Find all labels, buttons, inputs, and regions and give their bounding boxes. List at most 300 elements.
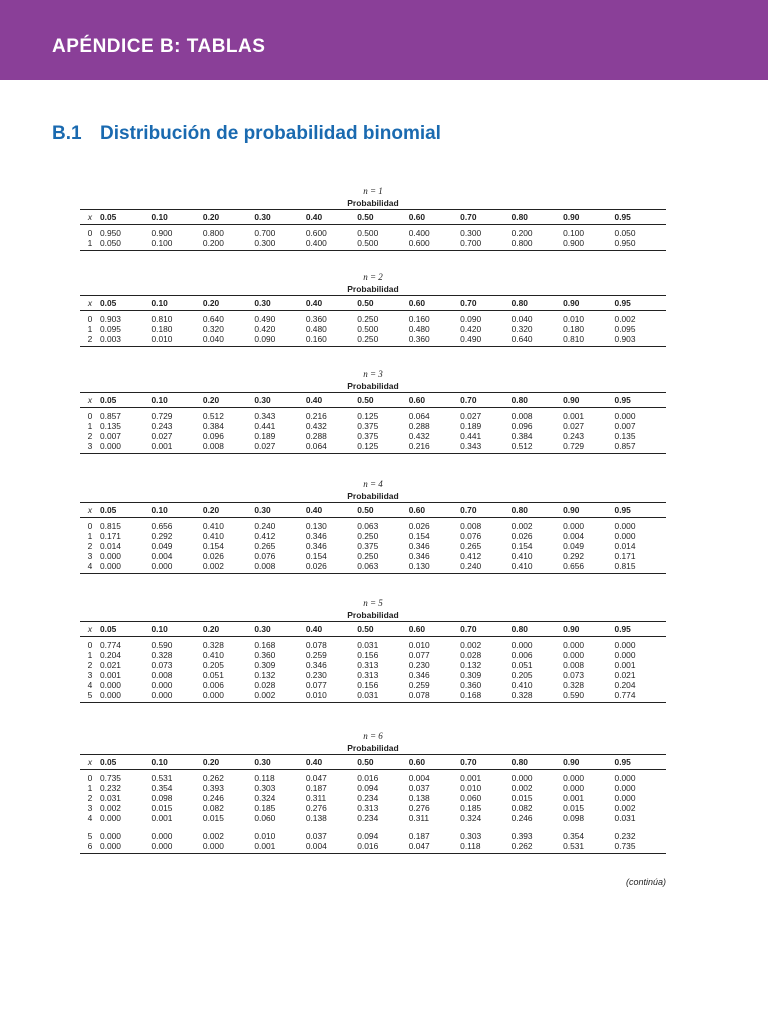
probability-cell: 0.051	[511, 660, 533, 670]
table-row	[80, 421, 666, 431]
probability-column-header: 0.30	[254, 210, 305, 225]
probability-column-header: 0.05	[100, 296, 151, 311]
probability-cell: 0.420	[254, 324, 276, 334]
n-caption: n = 1	[363, 186, 383, 196]
probability-column-header: 0.60	[409, 393, 460, 408]
probability-cell: 0.154	[408, 531, 430, 541]
table-row	[80, 783, 666, 793]
probability-cell: 0.232	[100, 783, 121, 793]
probability-column-header: 0.95	[615, 755, 666, 770]
probability-column-header: 0.50	[357, 755, 408, 770]
probability-cell: 0.125	[357, 441, 379, 451]
continued-note: (continúa)	[626, 877, 667, 887]
probability-cell: 0.313	[357, 803, 379, 813]
table-row	[80, 650, 666, 660]
probability-cell: 0.346	[408, 670, 430, 680]
probability-cell: 0.028	[254, 680, 276, 690]
probability-cell: 0.240	[254, 521, 276, 531]
n-caption: n = 5	[363, 598, 383, 608]
probability-cell: 0.027	[254, 441, 276, 451]
table-row	[80, 518, 666, 532]
probability-column-header: 0.90	[563, 622, 614, 637]
probability-cell: 0.774	[614, 690, 636, 700]
probability-cell: 0.000	[202, 841, 224, 851]
probability-cell: 0.640	[511, 334, 533, 344]
probability-cell: 0.000	[151, 841, 173, 851]
probability-cell: 0.037	[305, 831, 327, 841]
probability-cell: 0.903	[614, 334, 636, 344]
table-row	[80, 408, 666, 422]
probability-cell: 0.125	[357, 411, 379, 421]
probability-cell: 0.500	[357, 238, 379, 248]
probability-cell: 0.857	[100, 411, 121, 421]
probability-cell: 0.010	[305, 690, 327, 700]
probability-cell: 0.490	[460, 334, 482, 344]
table-row	[80, 431, 666, 441]
probability-cell: 0.900	[151, 228, 173, 238]
probability-column-header: 0.05	[100, 503, 151, 518]
probability-cell: 0.000	[151, 831, 173, 841]
x-value-cell: 5	[87, 831, 93, 841]
probability-cell: 0.000	[614, 650, 636, 660]
probability-cell: 0.480	[408, 324, 430, 334]
header-row	[80, 393, 666, 408]
probability-cell: 0.432	[408, 431, 430, 441]
probability-cell: 0.156	[357, 650, 379, 660]
probability-cell: 0.375	[357, 541, 379, 551]
probability-cell: 0.189	[460, 421, 482, 431]
probability-cell: 0.000	[100, 813, 121, 823]
probability-cell: 0.729	[563, 441, 585, 451]
probability-cell: 0.324	[460, 813, 482, 823]
probability-cell: 0.004	[305, 841, 327, 851]
n-caption: n = 6	[363, 731, 383, 741]
probability-cell: 0.031	[100, 793, 121, 803]
probability-cell: 0.900	[563, 238, 585, 248]
probability-cell: 0.360	[305, 314, 327, 324]
probability-caption: Probabilidad	[347, 491, 399, 501]
probability-cell: 0.096	[511, 421, 533, 431]
probability-cell: 0.700	[254, 228, 276, 238]
probability-cell: 0.118	[460, 841, 481, 851]
probability-cell: 0.205	[511, 670, 533, 680]
x-value-cell: 1	[87, 421, 93, 431]
probability-cell: 0.130	[305, 521, 327, 531]
probability-cell: 0.021	[100, 660, 121, 670]
probability-column-header: 0.20	[203, 503, 254, 518]
probability-cell: 0.189	[254, 431, 276, 441]
table-row	[80, 324, 666, 334]
probability-cell: 0.000	[151, 690, 173, 700]
probability-cell: 0.288	[305, 431, 327, 441]
section-title	[52, 123, 441, 145]
probability-cell: 0.328	[151, 650, 173, 660]
probability-column-header: 0.60	[409, 503, 460, 518]
probability-cell: 0.015	[202, 813, 224, 823]
probability-cell: 0.259	[408, 680, 430, 690]
probability-column-header: 0.95	[615, 210, 666, 225]
probability-cell: 0.154	[202, 541, 224, 551]
probability-column-header: 0.80	[512, 393, 563, 408]
probability-cell: 0.000	[563, 521, 585, 531]
probability-cell: 0.950	[614, 238, 636, 248]
probability-cell: 0.441	[460, 431, 482, 441]
probability-cell: 0.500	[357, 324, 379, 334]
x-value-cell: 0	[87, 773, 93, 783]
x-column-header: x	[80, 210, 100, 225]
x-value-cell: 1	[87, 531, 93, 541]
probability-cell: 0.441	[254, 421, 276, 431]
probability-cell: 0.300	[460, 228, 482, 238]
x-value-cell: 3	[87, 551, 93, 561]
probability-cell: 0.004	[408, 773, 430, 783]
probability-column-header: 0.95	[615, 622, 666, 637]
probability-cell: 0.100	[151, 238, 173, 248]
probability-cell: 0.204	[614, 680, 636, 690]
probability-cell: 0.015	[151, 803, 173, 813]
probability-cell: 0.118	[254, 773, 275, 783]
probability-cell: 0.000	[614, 773, 636, 783]
probability-cell: 0.026	[305, 561, 327, 571]
probability-cell: 0.135	[100, 421, 121, 431]
probability-cell: 0.180	[563, 324, 585, 334]
probability-cell: 0.100	[563, 228, 585, 238]
binomial-table	[80, 621, 666, 703]
x-value-cell: 2	[87, 793, 93, 803]
probability-cell: 0.234	[357, 813, 379, 823]
binomial-table-block	[80, 369, 666, 454]
binomial-table-block	[80, 272, 666, 347]
probability-column-header: 0.50	[357, 393, 408, 408]
probability-cell: 0.000	[614, 531, 636, 541]
probability-cell: 0.031	[357, 640, 379, 650]
probability-cell: 0.000	[511, 773, 533, 783]
probability-cell: 0.815	[614, 561, 636, 571]
probability-column-header: 0.80	[512, 296, 563, 311]
probability-column-header: 0.05	[100, 755, 151, 770]
probability-column-header: 0.70	[460, 393, 511, 408]
probability-cell: 0.004	[563, 531, 585, 541]
probability-cell: 0.135	[614, 431, 636, 441]
probability-column-header: 0.80	[512, 210, 563, 225]
probability-column-header: 0.05	[100, 622, 151, 637]
table-row	[80, 841, 666, 854]
probability-cell: 0.346	[305, 660, 327, 670]
probability-cell: 0.262	[511, 841, 533, 851]
probability-cell: 0.950	[100, 228, 121, 238]
probability-column-header: 0.95	[615, 393, 666, 408]
probability-cell: 0.393	[202, 783, 224, 793]
probability-cell: 0.094	[357, 831, 379, 841]
probability-cell: 0.857	[614, 441, 636, 451]
probability-cell: 0.234	[357, 793, 379, 803]
probability-cell: 0.000	[563, 650, 585, 660]
probability-cell: 0.156	[357, 680, 379, 690]
table-row	[80, 531, 666, 541]
binomial-table-block	[80, 731, 666, 854]
probability-cell: 0.250	[357, 551, 379, 561]
probability-cell: 0.000	[100, 841, 121, 851]
probability-cell: 0.063	[357, 561, 379, 571]
probability-cell: 0.735	[100, 773, 121, 783]
probability-cell: 0.346	[305, 531, 327, 541]
probability-cell: 0.040	[202, 334, 224, 344]
probability-cell: 0.027	[151, 431, 173, 441]
probability-cell: 0.060	[254, 813, 276, 823]
probability-cell: 0.320	[202, 324, 224, 334]
probability-cell: 0.010	[460, 783, 482, 793]
probability-cell: 0.303	[254, 783, 276, 793]
probability-cell: 0.094	[357, 783, 379, 793]
probability-cell: 0.002	[614, 314, 636, 324]
x-value-cell: 6	[87, 841, 93, 851]
probability-cell: 0.500	[357, 228, 379, 238]
probability-cell: 0.512	[511, 441, 533, 451]
probability-cell: 0.276	[305, 803, 327, 813]
probability-cell: 0.015	[563, 803, 585, 813]
probability-cell: 0.328	[563, 680, 585, 690]
probability-cell: 0.002	[202, 831, 224, 841]
probability-cell: 0.000	[100, 690, 121, 700]
probability-column-header: 0.60	[409, 622, 460, 637]
probability-cell: 0.001	[460, 773, 482, 783]
probability-cell: 0.010	[408, 640, 430, 650]
probability-cell: 0.001	[563, 411, 585, 421]
probability-caption: Probabilidad	[347, 743, 399, 753]
probability-column-header: 0.70	[460, 755, 511, 770]
probability-cell: 0.082	[511, 803, 533, 813]
header-row	[80, 210, 666, 225]
probability-cell: 0.810	[563, 334, 585, 344]
probability-cell: 0.292	[563, 551, 585, 561]
header-row	[80, 296, 666, 311]
header-title: APÉNDICE B: TABLAS	[52, 36, 266, 57]
probability-column-header: 0.90	[563, 210, 614, 225]
probability-column-header: 0.80	[512, 755, 563, 770]
probability-cell: 0.082	[202, 803, 224, 813]
probability-cell: 0.000	[614, 411, 636, 421]
probability-cell: 0.375	[357, 431, 379, 441]
probability-column-header: 0.70	[460, 503, 511, 518]
probability-column-header: 0.30	[254, 296, 305, 311]
header-row	[80, 622, 666, 637]
probability-cell: 0.384	[202, 421, 224, 431]
probability-column-header: 0.40	[306, 622, 357, 637]
probability-column-header: 0.60	[409, 296, 460, 311]
probability-cell: 0.000	[563, 640, 585, 650]
probability-column-header: 0.40	[306, 755, 357, 770]
binomial-table	[80, 502, 666, 574]
probability-column-header: 0.80	[512, 622, 563, 637]
probability-cell: 0.007	[100, 431, 121, 441]
probability-cell: 0.001	[563, 793, 585, 803]
probability-cell: 0.026	[408, 521, 430, 531]
probability-caption: Probabilidad	[347, 284, 399, 294]
probability-cell: 0.047	[305, 773, 327, 783]
probability-cell: 0.205	[202, 660, 224, 670]
probability-cell: 0.309	[460, 670, 482, 680]
table-row	[80, 803, 666, 813]
probability-caption: Probabilidad	[347, 198, 399, 208]
probability-cell: 0.047	[408, 841, 430, 851]
probability-column-header: 0.10	[151, 503, 202, 518]
x-value-cell: 0	[87, 314, 93, 324]
x-value-cell: 1	[87, 783, 93, 793]
probability-column-header: 0.40	[306, 503, 357, 518]
probability-cell: 0.320	[511, 324, 533, 334]
probability-cell: 0.410	[202, 531, 224, 541]
probability-cell: 0.010	[151, 334, 173, 344]
probability-cell: 0.735	[614, 841, 636, 851]
probability-cell: 0.346	[408, 541, 430, 551]
probability-cell: 0.049	[151, 541, 173, 551]
probability-cell: 0.002	[511, 783, 533, 793]
probability-cell: 0.010	[254, 831, 276, 841]
probability-cell: 0.132	[460, 660, 482, 670]
probability-cell: 0.246	[511, 813, 533, 823]
probability-column-header: 0.60	[409, 755, 460, 770]
probability-cell: 0.480	[305, 324, 327, 334]
probability-cell: 0.077	[305, 680, 327, 690]
probability-cell: 0.064	[305, 441, 327, 451]
probability-column-header: 0.10	[151, 210, 202, 225]
probability-column-header: 0.90	[563, 296, 614, 311]
probability-cell: 0.328	[511, 690, 533, 700]
probability-cell: 0.292	[151, 531, 173, 541]
probability-cell: 0.360	[408, 334, 430, 344]
probability-cell: 0.031	[614, 813, 636, 823]
probability-cell: 0.246	[202, 793, 224, 803]
probability-cell: 0.098	[151, 793, 173, 803]
probability-cell: 0.250	[357, 531, 379, 541]
probability-column-header: 0.05	[100, 393, 151, 408]
probability-cell: 0.490	[254, 314, 276, 324]
probability-cell: 0.204	[100, 650, 121, 660]
x-value-cell: 2	[87, 541, 93, 551]
table-row	[80, 225, 666, 239]
probability-cell: 0.250	[357, 334, 379, 344]
probability-cell: 0.095	[614, 324, 636, 334]
probability-cell: 0.343	[460, 441, 482, 451]
probability-cell: 0.343	[254, 411, 276, 421]
n-caption: n = 3	[363, 369, 383, 379]
probability-cell: 0.168	[460, 690, 482, 700]
probability-cell: 0.021	[614, 670, 636, 680]
x-value-cell: 4	[87, 680, 93, 690]
probability-cell: 0.531	[151, 773, 173, 783]
x-value-cell: 1	[87, 324, 93, 334]
table-row	[80, 637, 666, 651]
probability-cell: 0.001	[151, 441, 173, 451]
x-value-cell: 1	[87, 238, 93, 248]
probability-cell: 0.400	[305, 238, 327, 248]
probability-cell: 0.002	[614, 803, 636, 813]
probability-cell: 0.076	[460, 531, 482, 541]
probability-cell: 0.154	[511, 541, 533, 551]
probability-cell: 0.250	[357, 314, 379, 324]
probability-column-header: 0.20	[203, 393, 254, 408]
probability-cell: 0.014	[614, 541, 636, 551]
probability-cell: 0.288	[408, 421, 430, 431]
probability-cell: 0.000	[100, 551, 121, 561]
probability-cell: 0.168	[254, 640, 276, 650]
probability-cell: 0.050	[100, 238, 121, 248]
probability-column-header: 0.95	[615, 296, 666, 311]
probability-cell: 0.000	[614, 640, 636, 650]
x-value-cell: 3	[87, 803, 93, 813]
probability-cell: 0.265	[460, 541, 482, 551]
probability-column-header: 0.70	[460, 210, 511, 225]
table-row	[80, 441, 666, 454]
x-value-cell: 2	[87, 334, 93, 344]
probability-cell: 0.001	[254, 841, 276, 851]
probability-cell: 0.393	[511, 831, 533, 841]
probability-column-header: 0.50	[357, 296, 408, 311]
table-row	[80, 311, 666, 325]
probability-cell: 0.531	[563, 841, 585, 851]
table-row	[80, 680, 666, 690]
probability-cell: 0.700	[460, 238, 482, 248]
probability-cell: 0.014	[100, 541, 121, 551]
probability-cell: 0.432	[305, 421, 327, 431]
probability-cell: 0.078	[408, 690, 430, 700]
probability-cell: 0.410	[511, 680, 533, 690]
probability-column-header: 0.30	[254, 503, 305, 518]
probability-column-header: 0.30	[254, 393, 305, 408]
probability-column-header: 0.50	[357, 503, 408, 518]
probability-cell: 0.026	[202, 551, 224, 561]
probability-cell: 0.375	[357, 421, 379, 431]
probability-cell: 0.073	[563, 670, 585, 680]
table-row	[80, 690, 666, 703]
probability-cell: 0.040	[511, 314, 533, 324]
table-row	[80, 793, 666, 803]
probability-cell: 0.000	[100, 441, 121, 451]
table-row	[80, 551, 666, 561]
x-value-cell: 3	[87, 670, 93, 680]
binomial-table-block	[80, 598, 666, 703]
probability-cell: 0.000	[202, 690, 224, 700]
probability-cell: 0.031	[357, 690, 379, 700]
probability-cell: 0.171	[614, 551, 636, 561]
probability-cell: 0.000	[511, 640, 533, 650]
probability-cell: 0.007	[614, 421, 636, 431]
n-caption: n = 4	[363, 479, 383, 489]
probability-cell: 0.000	[100, 831, 121, 841]
x-value-cell: 0	[87, 411, 93, 421]
probability-cell: 0.903	[100, 314, 121, 324]
probability-cell: 0.073	[151, 660, 173, 670]
probability-caption: Probabilidad	[347, 381, 399, 391]
header-row	[80, 503, 666, 518]
table-row	[80, 670, 666, 680]
probability-column-header: 0.10	[151, 393, 202, 408]
probability-column-header: 0.05	[100, 210, 151, 225]
probability-cell: 0.354	[151, 783, 173, 793]
probability-cell: 0.003	[100, 334, 121, 344]
probability-cell: 0.010	[563, 314, 585, 324]
probability-cell: 0.016	[357, 841, 379, 851]
probability-cell: 0.000	[100, 680, 121, 690]
probability-cell: 0.050	[614, 228, 636, 238]
x-value-cell: 4	[87, 561, 93, 571]
probability-cell: 0.400	[408, 228, 430, 238]
probability-column-header: 0.10	[151, 296, 202, 311]
probability-cell: 0.027	[563, 421, 585, 431]
probability-column-header: 0.10	[151, 755, 202, 770]
probability-cell: 0.774	[100, 640, 121, 650]
probability-cell: 0.096	[202, 431, 224, 441]
